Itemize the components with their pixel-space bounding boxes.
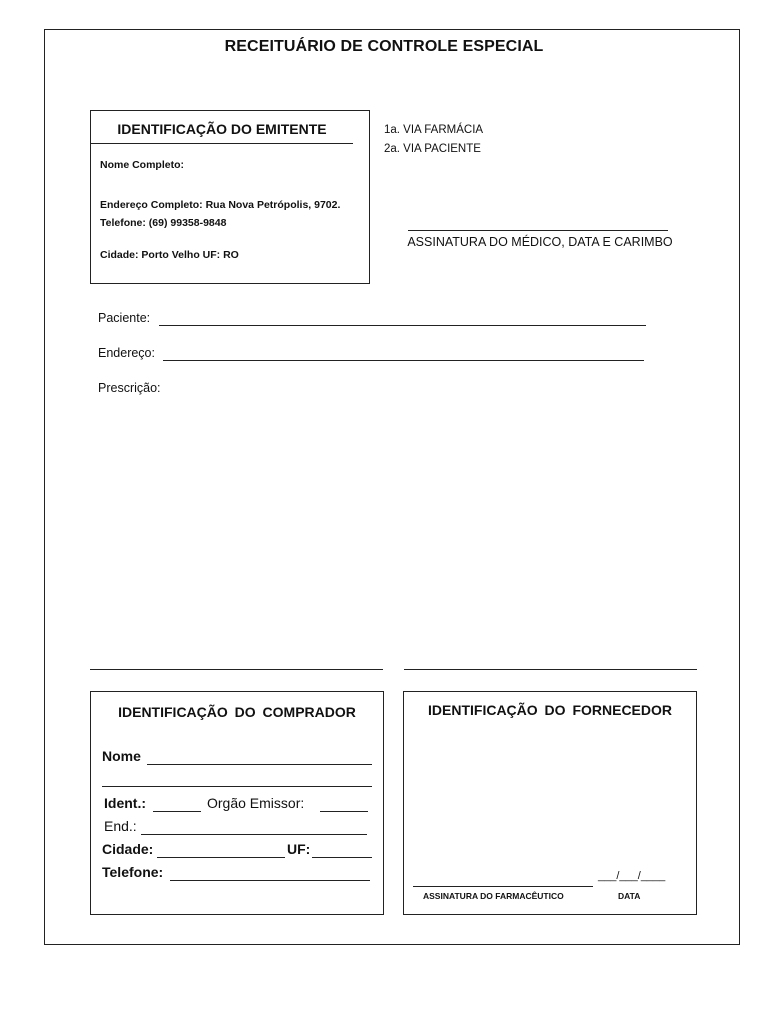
buyer-end-field[interactable]: [141, 834, 367, 835]
separator-line-left: [90, 669, 383, 670]
buyer-phone-label: Telefone:: [102, 864, 164, 880]
doctor-signature-line[interactable]: [408, 230, 668, 231]
buyer-uf-label: UF:: [287, 841, 311, 857]
emitter-name-label: Nome Completo:: [100, 159, 184, 171]
separator-line-right: [404, 669, 697, 670]
date-label: DATA: [618, 891, 641, 901]
buyer-issuer-label: Orgão Emissor:: [207, 795, 305, 811]
patient-field[interactable]: [159, 325, 646, 326]
supplier-box: [403, 691, 697, 915]
buyer-uf-field[interactable]: [312, 857, 372, 858]
date-field[interactable]: ___/___/____: [598, 870, 666, 882]
pharmacist-signature-label: ASSINATURA DO FARMACÊUTICO: [423, 891, 564, 901]
emitter-city: Cidade: Porto Velho UF: RO: [100, 249, 239, 261]
buyer-phone-field[interactable]: [170, 880, 370, 881]
emitter-address: Endereço Completo: Rua Nova Petrópolis, 9702.: [100, 199, 341, 211]
emitter-phone: Telefone: (69) 99358-9848: [100, 217, 227, 229]
buyer-box: [90, 691, 384, 915]
pharmacist-signature-line[interactable]: [413, 886, 593, 887]
buyer-ident-field[interactable]: [153, 811, 201, 812]
buyer-city-field[interactable]: [157, 857, 285, 858]
buyer-name-label: Nome: [102, 748, 141, 764]
patient-label: Paciente:: [98, 311, 151, 325]
buyer-name-field[interactable]: [147, 764, 372, 765]
emitter-heading-rule: [91, 143, 353, 144]
via-patient: 2a. VIA PACIENTE: [384, 143, 481, 155]
prescription-label: Prescrição:: [98, 381, 161, 395]
doctor-signature-label: ASSINATURA DO MÉDICO, DATA E CARIMBO: [407, 235, 673, 249]
buyer-end-label: End.:: [104, 818, 137, 834]
buyer-city-label: Cidade:: [102, 841, 154, 857]
buyer-name-field-2[interactable]: [102, 786, 372, 787]
buyer-heading: IDENTIFICAÇÃO DO COMPRADOR: [118, 704, 356, 720]
address-label: Endereço:: [98, 346, 155, 360]
via-pharmacy: 1a. VIA FARMÁCIA: [384, 124, 484, 136]
supplier-heading: IDENTIFICAÇÃO DO FORNECEDOR: [428, 702, 672, 718]
prescription-area[interactable]: [98, 400, 688, 650]
document-title: RECEITUÁRIO DE CONTROLE ESPECIAL: [224, 38, 544, 55]
emitter-heading: IDENTIFICAÇÃO DO EMITENTE: [117, 121, 327, 137]
buyer-ident-label: Ident.:: [104, 795, 146, 811]
emitter-box: [90, 110, 370, 284]
buyer-issuer-field[interactable]: [320, 811, 368, 812]
address-field[interactable]: [163, 360, 644, 361]
